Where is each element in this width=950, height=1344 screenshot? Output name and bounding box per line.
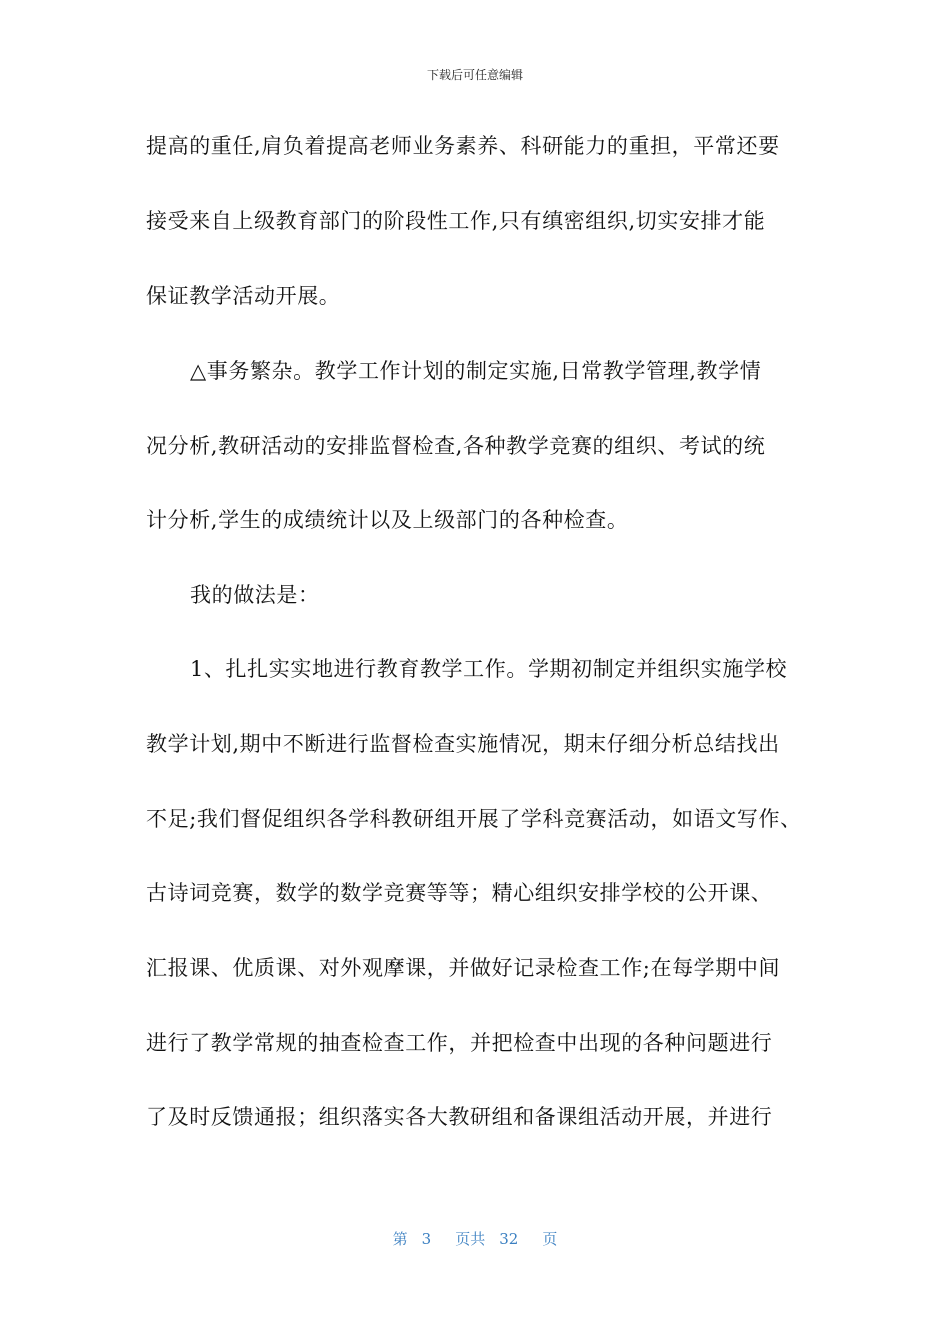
current-page-number: 3 [421,1230,432,1248]
paragraph-line: 提高的重任,肩负着提高老师业务素养、科研能力的重担，平常还要 [146,134,780,158]
paragraph-line: 保证教学活动开展。 [146,284,341,308]
footer-middle: 页共 [455,1230,486,1248]
header-note: 下载后可任意编辑 [426,68,523,82]
paragraph-line: 况分析,教研活动的安排监督检查,各种教学竞赛的组织、考试的统 [146,434,766,458]
footer-suffix: 页 [542,1230,558,1248]
paragraph-line: 不足;我们督促组织各学科教研组开展了学科竞赛活动，如语文写作、 [146,807,802,831]
page-footer [0,1228,950,1249]
paragraph-line: 进行了教学常规的抽查检查工作，并把检查中出现的各种问题进行 [146,1031,773,1055]
paragraph-line: 接受来自上级教育部门的阶段性工作,只有缜密组织,切实安排才能 [146,209,766,233]
paragraph-line: △事务繁杂。教学工作计划的制定实施,日常教学管理,教学情 [190,359,762,383]
footer-prefix: 第 [392,1230,408,1248]
paragraph-line: 汇报课、优质课、对外观摩课，并做好记录检查工作;在每学期中间 [146,956,781,980]
paragraph-line: 1、扎扎实实地进行教育教学工作。学期初制定并组织实施学校 [190,657,788,681]
paragraph-line: 了及时反馈通报；组织落实各大教研组和备课组活动开展，并进行 [146,1105,773,1129]
paragraph-line: 教学计划,期中不断进行监督检查实施情况，期末仔细分析总结找出 [146,732,780,756]
total-pages-number: 32 [499,1230,519,1248]
paragraph-line: 我的做法是： [190,583,320,607]
paragraph-line: 古诗词竞赛，数学的数学竞赛等等；精心组织安排学校的公开课、 [146,881,773,905]
paragraph-line: 计分析,学生的成绩统计以及上级部门的各种检查。 [146,508,629,532]
